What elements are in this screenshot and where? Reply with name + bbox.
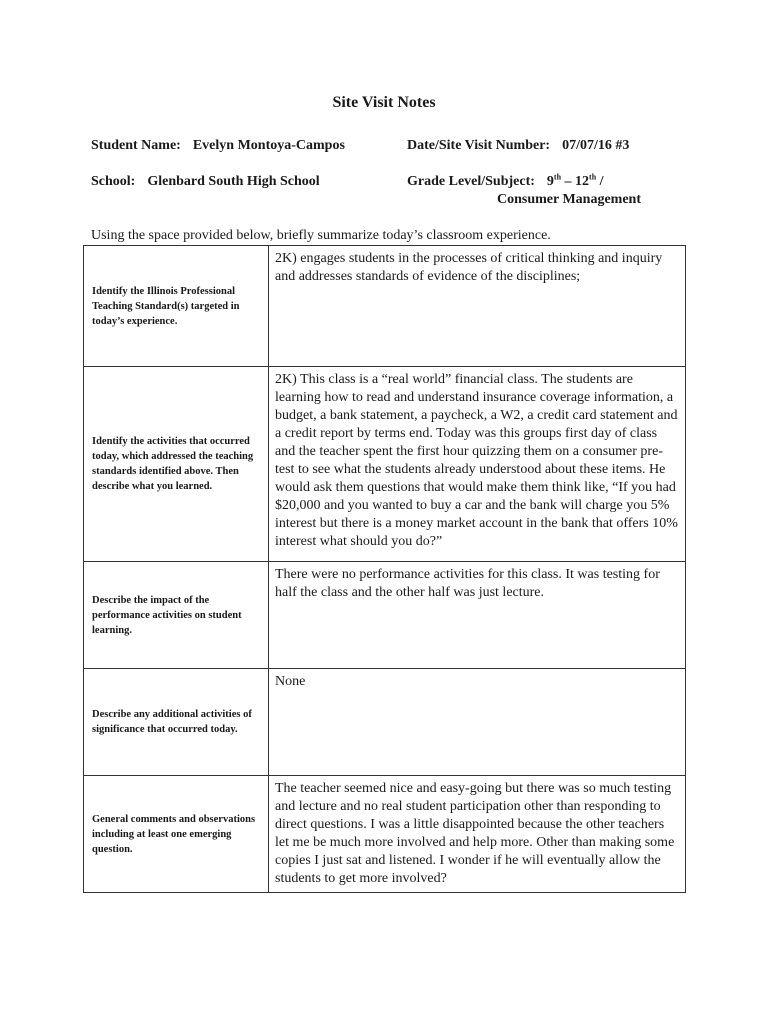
- question-cell: Describe the impact of the performance activities on student learning.: [84, 562, 269, 669]
- answer-cell: There were no performance activities for this class. It was testing for half the class and the other half was just lecture.: [269, 562, 686, 669]
- question-cell: Describe any additional activities of significance that occurred today.: [84, 669, 269, 776]
- table-row: [84, 562, 686, 669]
- question-cell: Identify the activities that occurred today, which addressed the teaching standards identified above. Then describe what you learned.: [84, 367, 269, 562]
- document-title: Site Visit Notes: [332, 94, 436, 111]
- student-name-value: Evelyn Montoya-Campos: [192, 138, 345, 153]
- grade-to: 12: [575, 174, 590, 189]
- visit-number-label: Date/Site Visit Number:: [407, 138, 551, 153]
- table-row: [84, 669, 686, 776]
- answer-cell: 2K) This class is a “real world” financial class. The students are learning how to read and understand insurance coverage information, a budget, a bank statement, a paycheck, a W2, a credit card statement and a credit report by terms end. Today was this groups first day of class and the teacher spent the first hour quizzing them on a consumer pre-test to see what the students already understood about these items. He would ask them questions that would make them think like, “If you had $20,000 and you wanted to buy a car and the bank will charge you 5% interest but there is a money market account in the bank that offers 10% interest what should you do?”: [269, 367, 686, 562]
- question-cell: Identify the Illinois Professional Teaching Standard(s) targeted in today’s experience.: [84, 246, 269, 367]
- answer-cell: The teacher seemed nice and easy-going but there was so much testing and lecture and no real student participation other than responding to direct questions. I was a little disappointed because the other teachers let me be much more involved and help more. Other than making some copies I just sat and listened. I wonder if he will eventually allow the students to get more involved?: [269, 776, 686, 893]
- notes-table: [83, 245, 686, 893]
- table-row: [84, 246, 686, 367]
- question-cell: General comments and observations including at least one emerging question.: [84, 776, 269, 893]
- grade-from-suffix: th: [553, 172, 562, 182]
- grade-slash: /: [599, 174, 604, 189]
- school-field: [91, 174, 320, 190]
- subject-value: Consumer Management: [497, 192, 642, 207]
- visit-number-value: 07/07/16 #3: [562, 138, 630, 153]
- grade-level-label: Grade Level/Subject:: [407, 174, 535, 189]
- answer-cell: 2K) engages students in the processes of critical thinking and inquiry and addresses standards of evidence of the disciplines;: [269, 246, 686, 367]
- school-label: School:: [91, 174, 136, 189]
- answer-cell: None: [269, 669, 686, 776]
- table-row: [84, 367, 686, 562]
- grade-from: 9: [546, 174, 554, 189]
- school-value: Glenbard South High School: [147, 174, 320, 189]
- visit-number-field: [407, 138, 629, 154]
- student-name-label: Student Name:: [91, 138, 181, 153]
- table-row: [84, 776, 686, 893]
- instructions-text: Using the space provided below, briefly summarize today’s classroom experience.: [91, 228, 551, 243]
- grade-to-suffix: th: [589, 172, 597, 182]
- grade-dash: –: [564, 174, 572, 189]
- grade-level-field: [407, 174, 604, 190]
- student-name-field: [91, 138, 345, 154]
